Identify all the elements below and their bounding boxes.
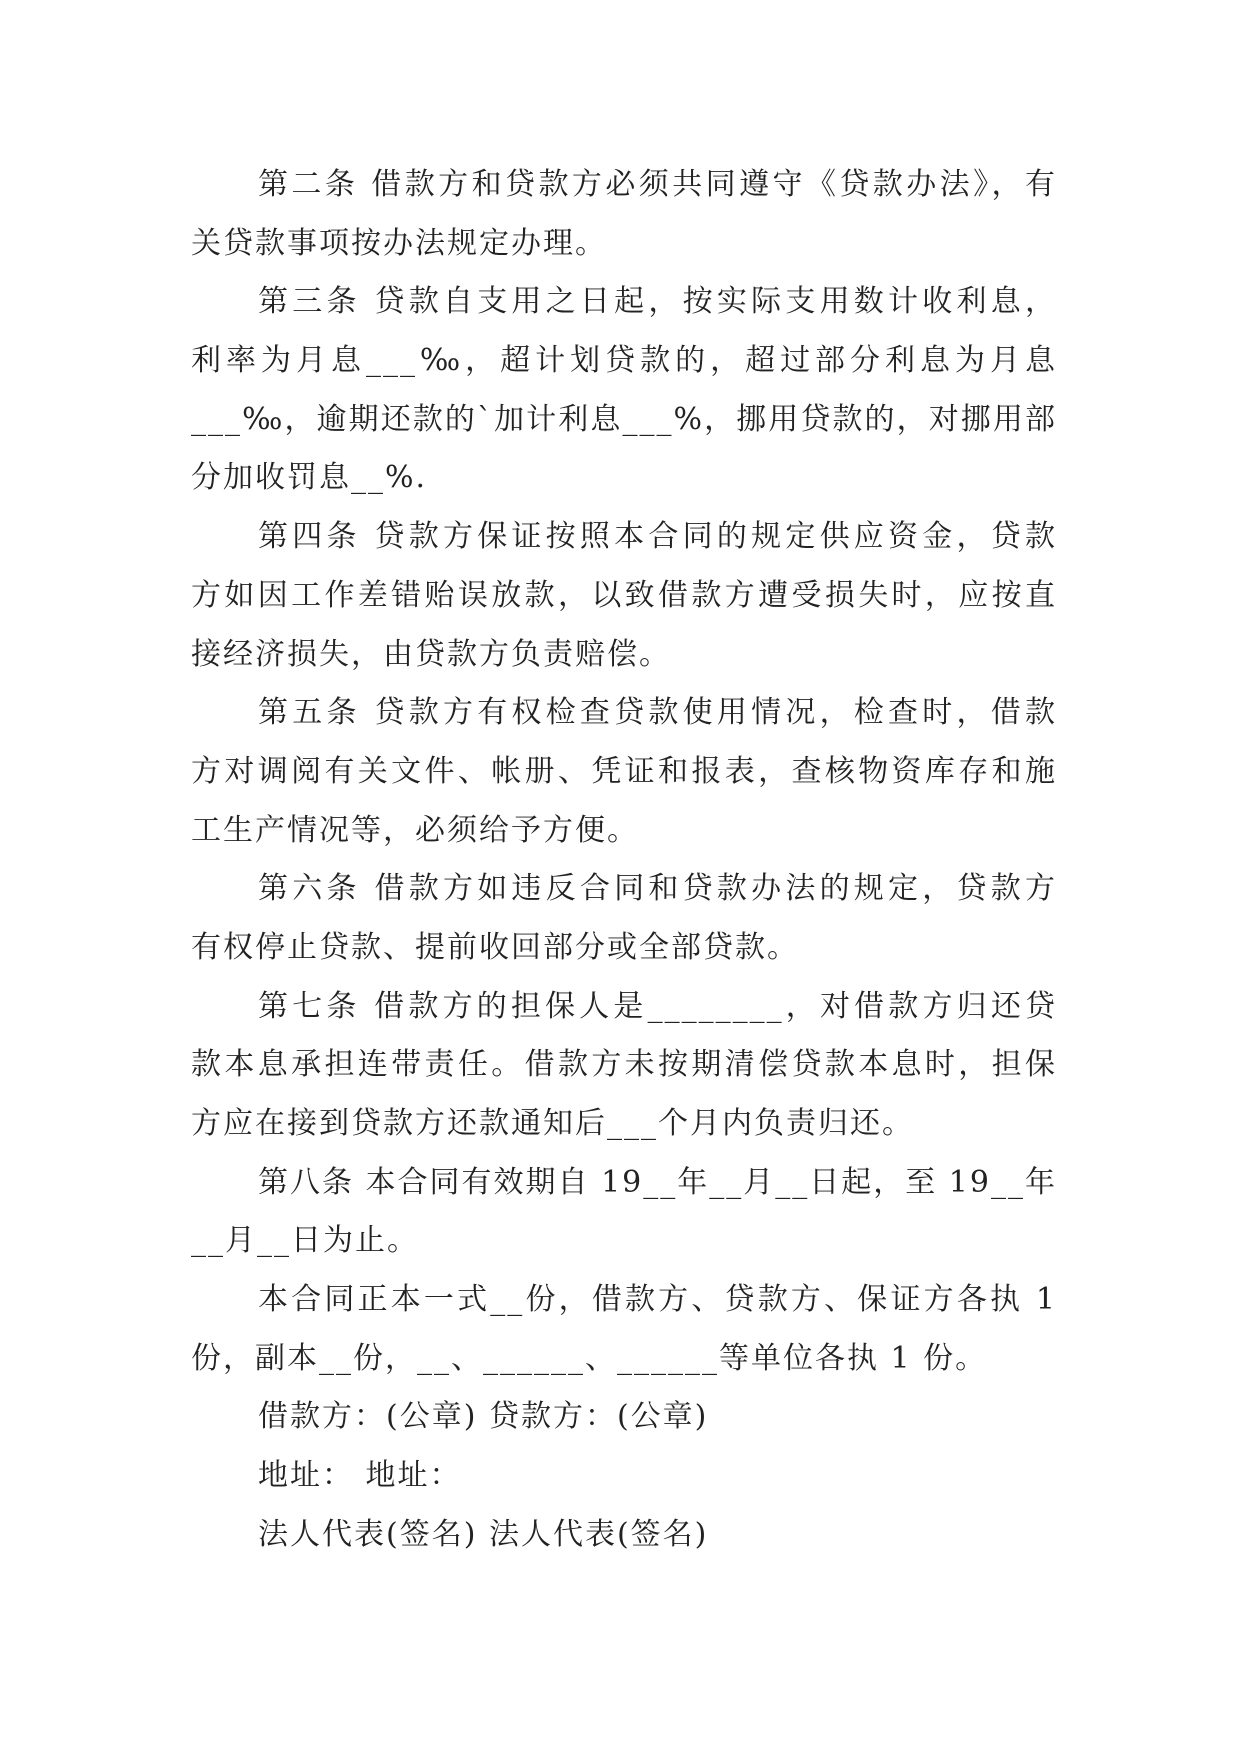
clause-5-line: 工生产情况等，必须给予方便。 — [191, 812, 639, 848]
representative-line: 法人代表(签名) 法人代表(签名) — [258, 1516, 709, 1552]
clause-2-line: 第二条 借款方和贷款方必须共同遵守《贷款办法》，有 — [258, 167, 1057, 202]
clause-3 — [191, 273, 1057, 508]
signature-block — [191, 1388, 1057, 1564]
clause-3-line: 第三条 贷款自支用之日起，按实际支用数计收利息， — [258, 284, 1057, 320]
clause-6 — [191, 860, 1057, 977]
clause-2-line: 关贷款事项按办法规定办理。 — [191, 225, 607, 261]
clause-6-line: 有权停止贷款、提前收回部分或全部贷款。 — [191, 929, 799, 965]
clause-3-line: 分加收罚息__%. — [191, 460, 428, 496]
clause-5 — [191, 684, 1057, 860]
copies-line: 本合同正本一式__份，借款方、贷款方、保证方各执 1 — [258, 1282, 1057, 1318]
address-line: 地址： 地址： — [258, 1458, 462, 1494]
seal-line: 借款方：(公章) 贷款方：(公章) — [258, 1399, 709, 1435]
clause-8-line: __月__日为止。 — [191, 1223, 419, 1259]
document-body — [191, 156, 1057, 1565]
clause-2 — [191, 156, 1057, 273]
clause-4-line: 第四条 贷款方保证按照本合同的规定供应资金，贷款 — [258, 519, 1057, 555]
clause-4-line: 方如因工作差错贻误放款，以致借款方遭受损失时，应按直 — [191, 577, 1057, 613]
clause-8-line: 第八条 本合同有效期自 19__年__月__日起，至 19__年 — [258, 1164, 1057, 1200]
clause-3-line: ___‰，逾期还款的`加计利息___%，挪用贷款的，对挪用部 — [191, 401, 1057, 437]
clause-7-line: 方应在接到贷款方还款通知后___个月内负责归还。 — [191, 1106, 914, 1141]
clause-6-line: 第六条 借款方如违反合同和贷款办法的规定，贷款方 — [258, 871, 1057, 907]
clause-5-line: 第五条 贷款方有权检查贷款使用情况，检查时，借款 — [258, 695, 1057, 731]
copies-line: 份，副本__份，__、______、______等单位各执 1 份。 — [191, 1340, 988, 1376]
copies-paragraph — [191, 1271, 1057, 1388]
clause-8 — [191, 1154, 1057, 1271]
clause-5-line: 方对调阅有关文件、帐册、凭证和报表，查核物资库存和施 — [191, 753, 1057, 789]
clause-7 — [191, 978, 1057, 1154]
clause-4-line: 接经济损失，由贷款方负责赔偿。 — [191, 636, 671, 672]
clause-7-line: 款本息承担连带责任。借款方未按期清偿贷款本息时，担保 — [191, 1047, 1057, 1083]
clause-3-line: 利率为月息___‰，超计划贷款的，超过部分利息为月息 — [191, 343, 1057, 379]
clause-7-line: 第七条 借款方的担保人是________，对借款方归还贷 — [258, 988, 1057, 1024]
clause-4 — [191, 508, 1057, 684]
